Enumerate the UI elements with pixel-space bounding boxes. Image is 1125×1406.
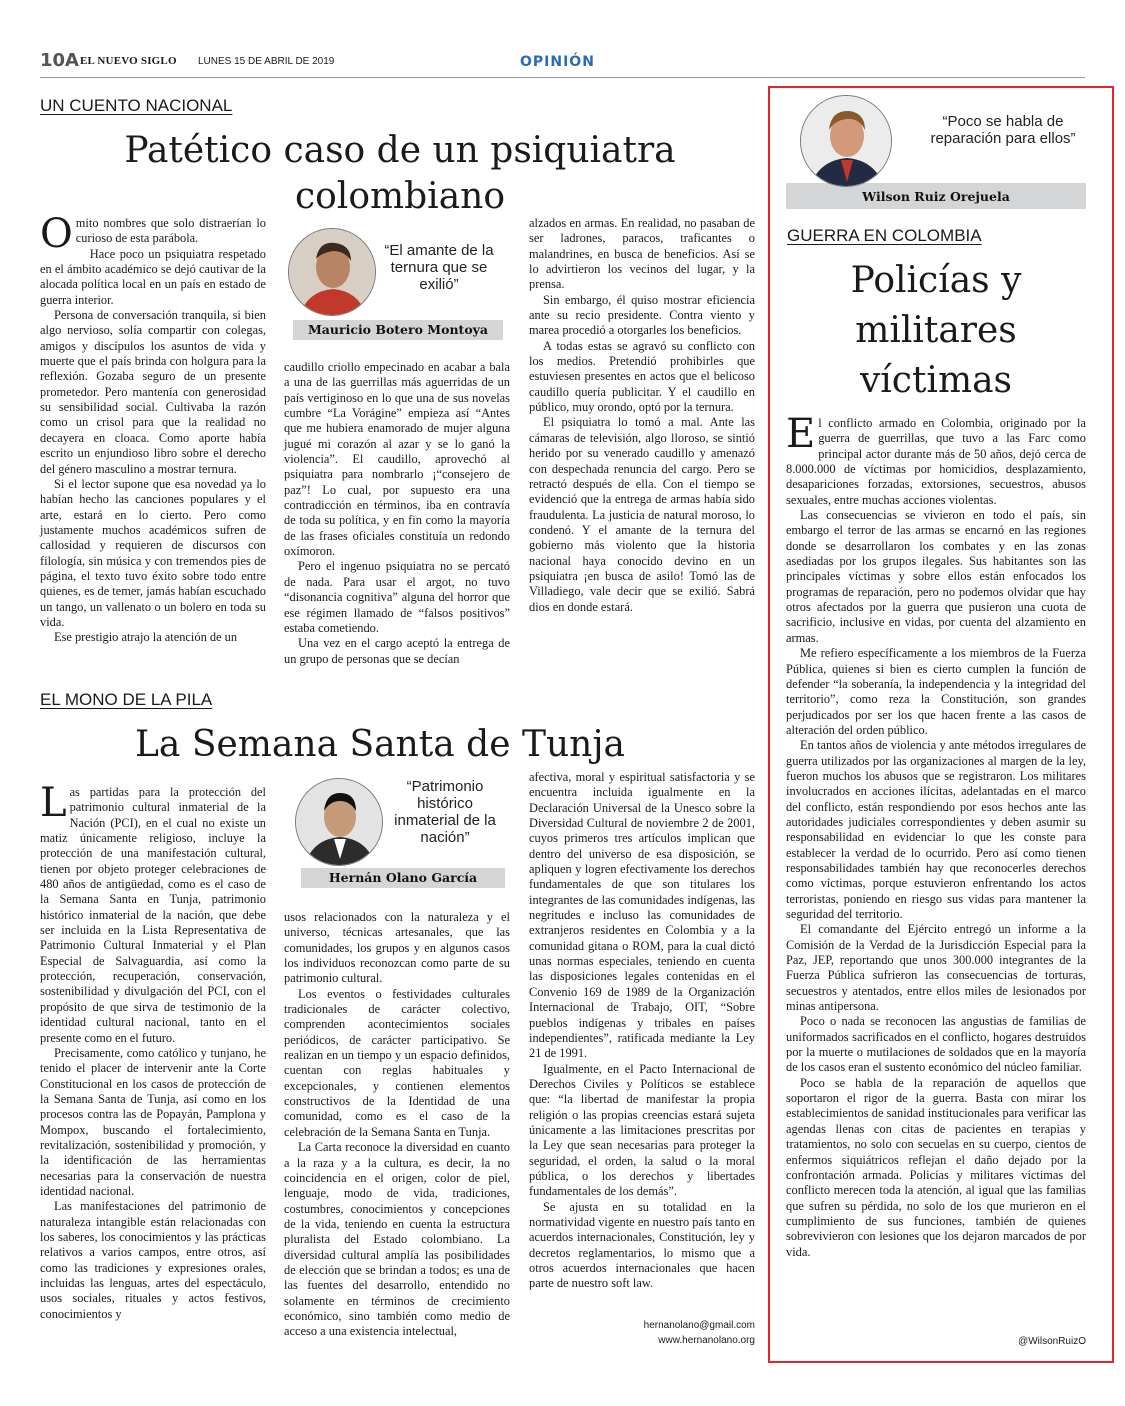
paragraph: Una vez en el cargo aceptó la entrega de un grupo de personas que se decían bbox=[284, 636, 510, 666]
paragraph: alzados en armas. En realidad, no pasaban de ser ladrones, paracos, traficantes o malandrines, en busca de beneficios. Así se lo advirtieron los vecinos del lugar, y la prensa. bbox=[529, 216, 755, 292]
paragraph: La Carta reconoce la diversidad en cuanto a la raza y a la cultura, es decir, la no coincidencia en el origen, color de piel, lenguaje, modo de vida, tradiciones, costumbres, conocimientos y concepciones de la vida, teniendo en cuenta la estructura pluralista del Estado colombiano. La diversidad cultural amplía las posibilidades de elección que se brindan a todos; es una de las fuentes del desarrollo, entendido no solamente en términos de crecimiento económico, sino también como medio de acceso a una existencia intelectual, bbox=[284, 1140, 510, 1339]
author-portrait-icon bbox=[289, 229, 376, 316]
article2-headline: La Semana Santa de Tunja bbox=[135, 724, 625, 765]
paragraph: Las manifestaciones del patrimonio de naturaleza intangible están relacionadas con los saberes, los conocimientos y las prácticas relativos a varios campos, entre otros, así como las tradiciones y expresiones orales, incluidas las lenguas, artes del espectáculo, usos sociales, rituales y actos festivos, conocimientos y bbox=[40, 1199, 266, 1321]
article2-kicker: EL MONO DE LA PILA bbox=[40, 690, 213, 709]
paragraph: caudillo criollo empecinado en acabar a bala a una de las guerrillas más aguerridas de un país vertiginoso en lo que una de sus novelas cumbre “La Vorágine” empieza así “Antes que me hubiera enamorado de mujer alguna jugué mi corazón al azar y se lo ganó la violencia”. El caudillo, aprovechó al psiquiatra para nombrarlo ¡“consejero de paz”! Lo cual, por supuesto era una contradicción en términos, iba en contravía de toda su política, y en fin como la mayoría de las frases oficiales constituía un redondo oxímoron. bbox=[284, 360, 510, 559]
paragraph: Si el lector supone que esa novedad ya lo habían hecho las canciones populares y el arte, estará en lo cierto. Pero como justamente muchos académicos sufren de callosidad y requieren de discursos con filología, sin música y con tremendos pies de página, el texto tuvo éxito sobre todo entre quienes, es de temer, jamás habían escuchado un tango, un vallenato o un bolero en toda su vida. bbox=[40, 476, 266, 629]
article1-headline: Patético caso de un psiquiatra colombiano bbox=[124, 130, 676, 217]
author-quote: “Poco se habla de reparación para ellos” bbox=[930, 113, 1076, 147]
paragraph: En tantos años de violencia y ante métodos irregulares de guerra utilizados por las organizaciones al margen de la ley, fueron muchos los abusos que se registraron. Los militares involucrados en acciones ilícitas, adelantadas en el marco del conflicto, están respondiendo por esos hechos ante las autoridades judiciales correspondientes y deben asumir su responsabilidad en evidenciar lo que les conste para establecer la verdad de lo ocurrido. Pero así como tienen responsabilidades también hay que reconocerles derechos como víctimas, porque estuvieron enfrentando los actos terroristas, poniendo en riesgo sus vidas para mantener la seguridad del territorio. bbox=[786, 738, 1086, 921]
page-number: 10A bbox=[40, 50, 79, 71]
author-quote: “El amante de la ternura que se exilió” bbox=[384, 242, 494, 293]
article2-column-2 bbox=[284, 910, 510, 1340]
article1-column-2 bbox=[284, 360, 510, 667]
paragraph: A todas estas se agravó su conflicto con los medios. Pretendió prohibirles que estuviesen presentes en actos que el belicoso caudillo quería publicitar. Y el caudillo en público, muy orondo, optó por la ternura. bbox=[529, 338, 755, 415]
paragraph: Hace poco un psiquiatra respetado en el ámbito académico se dejó cautivar de la alocada política local en un país en estado de guerra interior. bbox=[40, 246, 266, 307]
paragraph: Se ajusta en su totalidad en la normatividad vigente en nuestro país tanto en acuerdos internacionales, Constitución, ley y decretos reglamentarios, lo mismo que a otros acuerdos internacionales que hacen parte de nuestro soft law. bbox=[529, 1199, 755, 1291]
author-name: Hernán Olano García bbox=[301, 868, 505, 888]
paragraph: as partidas para la protección del patrimonio cultural inmaterial de la Nación (PCI), en el cual no existe un matiz únicamente religioso, incluye la protección de una manifestación cultural, tienen por objeto proteger celebraciones de 480 años de antigüedad, como es el caso de la Semana Santa en Tunja, patrimonio histórico inmaterial de la nación, que debe ser incluida en la Lista Representativa de Patrimonio Cultural Inmaterial y el Plan Especial de Salvaguardia, así como la protección, recuperación, conservación, sostenibilidad y divulgación del PCI, con el propósito de que sirva de testimonio de la identidad cultural nacional, tanto en el presente como en el futuro. bbox=[40, 785, 266, 1045]
paragraph: Ese prestigio atrajo la atención de un bbox=[54, 630, 238, 645]
paragraph: usos relacionados con la naturaleza y el universo, técnicas artesanales, que las comunidades, los grupos y en algunos casos los individuos reconozcan como parte de su patrimonio cultural. bbox=[284, 910, 510, 986]
article2-author-box bbox=[291, 774, 513, 892]
author-portrait-icon bbox=[296, 779, 383, 866]
section-label: OPINIÓN bbox=[520, 54, 595, 70]
paragraph: El comandante del Ejército entregó un informe a la Comisión de la Verdad de la Jurisdicción Especial para la Paz, JEP, reportando que unos 300.000 integrantes de la Fuerza Pública sufrieron las consecuencias de torturas, secuestros y atentados, entre ellos miles de lesionados por minas antipersona. bbox=[786, 922, 1086, 1014]
paragraph: l conflicto armado en Colombia, originado por la guerra de guerrillas, que tuvo a las Farc como principal actor durante más de 50 años, dejó cerca de 8.000.000 de víctimas por homicidios, desplazamiento, desapariciones forzadas, extorsiones, secuestros, abusos sexuales, entre muchas acciones violentas. bbox=[786, 416, 1086, 507]
author-email: hernanolano@gmail.com bbox=[643, 1320, 755, 1331]
paragraph: Me refiero específicamente a los miembros de la Fuerza Pública, quienes si bien es cierto cumplen la función de defender “la soberanía, la independencia y la integridad del territorio”, como reza la Constitución, son grandes perjudicados por ser los que hacen frente a las casos de alteración del orden público. bbox=[786, 646, 1086, 737]
author-website: www.hernanolano.org bbox=[658, 1335, 755, 1346]
page-header bbox=[40, 50, 1085, 78]
author-name: Mauricio Botero Montoya bbox=[293, 320, 503, 340]
author-name: Wilson Ruiz Orejuela bbox=[862, 189, 1010, 204]
article2-signature bbox=[600, 1318, 755, 1348]
article2-dropcap: L bbox=[40, 780, 67, 826]
article1-kicker: UN CUENTO NACIONAL bbox=[40, 96, 233, 115]
newspaper-name: EL NUEVO SIGLO bbox=[80, 55, 177, 67]
article3-signature: @WilsonRuizO bbox=[1018, 1336, 1086, 1347]
paragraph: El psiquiatra lo tomó a mal. Ante las cámaras de televisión, algo lloroso, se sintió herido por su venerado caudillo y amenazó con despechada renuncia del cargo. Pero se retractó después de ella. Con el tiempo se evidenció que la entrega de armas había sido fraudulenta. La justicia de natural moroso, lo condenó. Y el amante de la ternura del gobierno más violento que la historia nacional haya conocido devino en un psiquiatra ¡en busca de asilo! Tomó las de Villadiego, vale decir que se exilió. Sabrá dios en donde estará. bbox=[529, 415, 755, 614]
paragraph: afectiva, moral y espiritual satisfactoria y se encuentra incluida igualmente en la Declaración Universal de la Unesco sobre la Diversidad Cultural de noviembre 2 de 2001, cuyos primeros tres artículos implican que dentro del universo de esa disposición, se apliquen y logren efectivamente los derechos fundamentales de que son titulares los integrantes de las comunidades indígenas, las negritudes e incluso las comunidades de extranjeros residentes en Colombia y a la comunidad gitana o ROM, para la cual dictó unas normas especiales, teniendo en cuenta las disposiciones legales contenidas en el Convenio 169 de 1989 de la Organización Internacional de Trabajo, OIT, “Sobre pueblos indígenas y tribales en países independientes”, ratificada mediante la Ley 21 de 1991. bbox=[529, 770, 755, 1061]
article3-headline: Policías y militares víctimas bbox=[850, 260, 1022, 401]
paragraph: Las consecuencias se vivieron en todo el país, sin embargo el terror de las armas se encarnó en las regiones donde se desarrollaron los combates y en las zonas asediadas por los grupos ilegales. Sus habitantes son las principales víctimas y sobre ellos están enfocados los programas de reparación, pero no podemos olvidar que hay otros afectados por la guerra que pusieron una cuota de sacrificio, inclusive en vidas, por cuenta del alzamiento en armas. bbox=[786, 508, 1086, 645]
paragraph: Sin embargo, él quiso mostrar eficiencia ante su recio presidente. Contra viento y marea procedió a otorgarles los beneficios. bbox=[529, 292, 755, 338]
article2-column-3 bbox=[529, 770, 755, 1292]
article1-dropcap: O bbox=[40, 211, 73, 257]
paragraph: Persona de conversación tranquila, si bien algo nervioso, solía compartir con colegas, amigos y discípulos los asuntos de vida y muerte que el país brinda con holgura para la reflexión. Gozaba seguro de un presente prometedor. Pero mantenía con generosidad su sensibilidad social. Cultivaba la razón como un crisol para que la realidad no decayera en cloaca. Como aporte había escrito un enjundioso libro sobre el derecho del género masculino a mostrar ternura. bbox=[40, 308, 266, 476]
article3-dropcap: E bbox=[786, 411, 816, 457]
paragraph: Precisamente, como católico y tunjano, he tenido el placer de intervenir ante la Corte Constitucional en los casos de protección de la Semana Santa de Tunja, así como en los procesos contra las de Popayán, Pamplona y Mompox, buscando el fortalecimiento, revitalización, sostenibilidad y promoción, y la identificación de las herramientas necesarias para la conservación de nuestra identidad nacional. bbox=[40, 1045, 266, 1198]
article1-column-3 bbox=[529, 216, 755, 615]
paragraph: Poco o nada se reconocen las angustias de familias de uniformados sacrificados en el conflicto, hogares destruidos por la muerte o mutilaciones de soldados que en la mayoría de los casos eran el sustento económico del núcleo familiar. bbox=[786, 1014, 1086, 1075]
article1-column-1 bbox=[40, 211, 266, 646]
article3-kicker: GUERRA EN COLOMBIA bbox=[787, 226, 982, 245]
article3-column bbox=[786, 411, 1086, 1260]
paragraph: mito nombres que solo distraerían lo curioso de esta parábola. bbox=[75, 216, 266, 246]
article2-column-1 bbox=[40, 780, 266, 1322]
article3-author-box bbox=[786, 93, 1086, 209]
paragraph: Los eventos o festividades culturales tradicionales de carácter colectivo, comprenden acontecimientos sociales periódicos, de carácter participativo. Se realizan en un tiempo y un espacio definidos, cuentan con reglas habituales y excepcionales, y contienen elementos constructivos de la Identidad de una comunidad, como es el caso de la celebración de la Semana Santa en Tunja. bbox=[284, 986, 510, 1139]
issue-date: LUNES 15 DE ABRIL DE 2019 bbox=[198, 56, 335, 67]
author-portrait-icon bbox=[801, 96, 892, 187]
paragraph: Poco se habla de la reparación de aquellos que soportaron el rigor de la guerra. Basta con mirar los establecimientos de sanidad institucionales para verificar las agendas llenas con citas de pacientes en terapias y tratamientos, no solo con secuelas en su cuerpo, cientos de enfermos siquiátricos reflejan el daño dejado por la confrontación armada. Policías y militares víctimas del conflicto merecen toda la atención, al igual que las familias que sufren su pérdida, no solo de los que murieron en el cumplimiento de sus funciones, también de quienes sobrevivieron con lesiones que los dejaron marcados de por vida. bbox=[786, 1075, 1086, 1259]
author-photo bbox=[800, 95, 892, 187]
author-photo bbox=[288, 228, 376, 316]
paragraph: Igualmente, en el Pacto Internacional de Derechos Civiles y Políticos se establece que: “la libertad de manifestar la propia religión o las propias creencias estará sujeta únicamente a las limitaciones prescritas por la Ley que sean necesarias para proteger la seguridad, el orden, la salud o la moral pública, o los derechos y libertades fundamentales de los demás”. bbox=[529, 1061, 755, 1199]
author-photo bbox=[295, 778, 383, 866]
author-quote: “Patrimonio histórico inmaterial de la nación” bbox=[394, 778, 496, 846]
article1-author-box bbox=[283, 226, 513, 342]
paragraph: Pero el ingenuo psiquiatra no se percató de nada. Para usar el argot, no tuvo “disonancia cognitiva” alguna del horror que ese régimen llamado de “falsos positivos” estaba cometiendo. bbox=[284, 559, 510, 635]
